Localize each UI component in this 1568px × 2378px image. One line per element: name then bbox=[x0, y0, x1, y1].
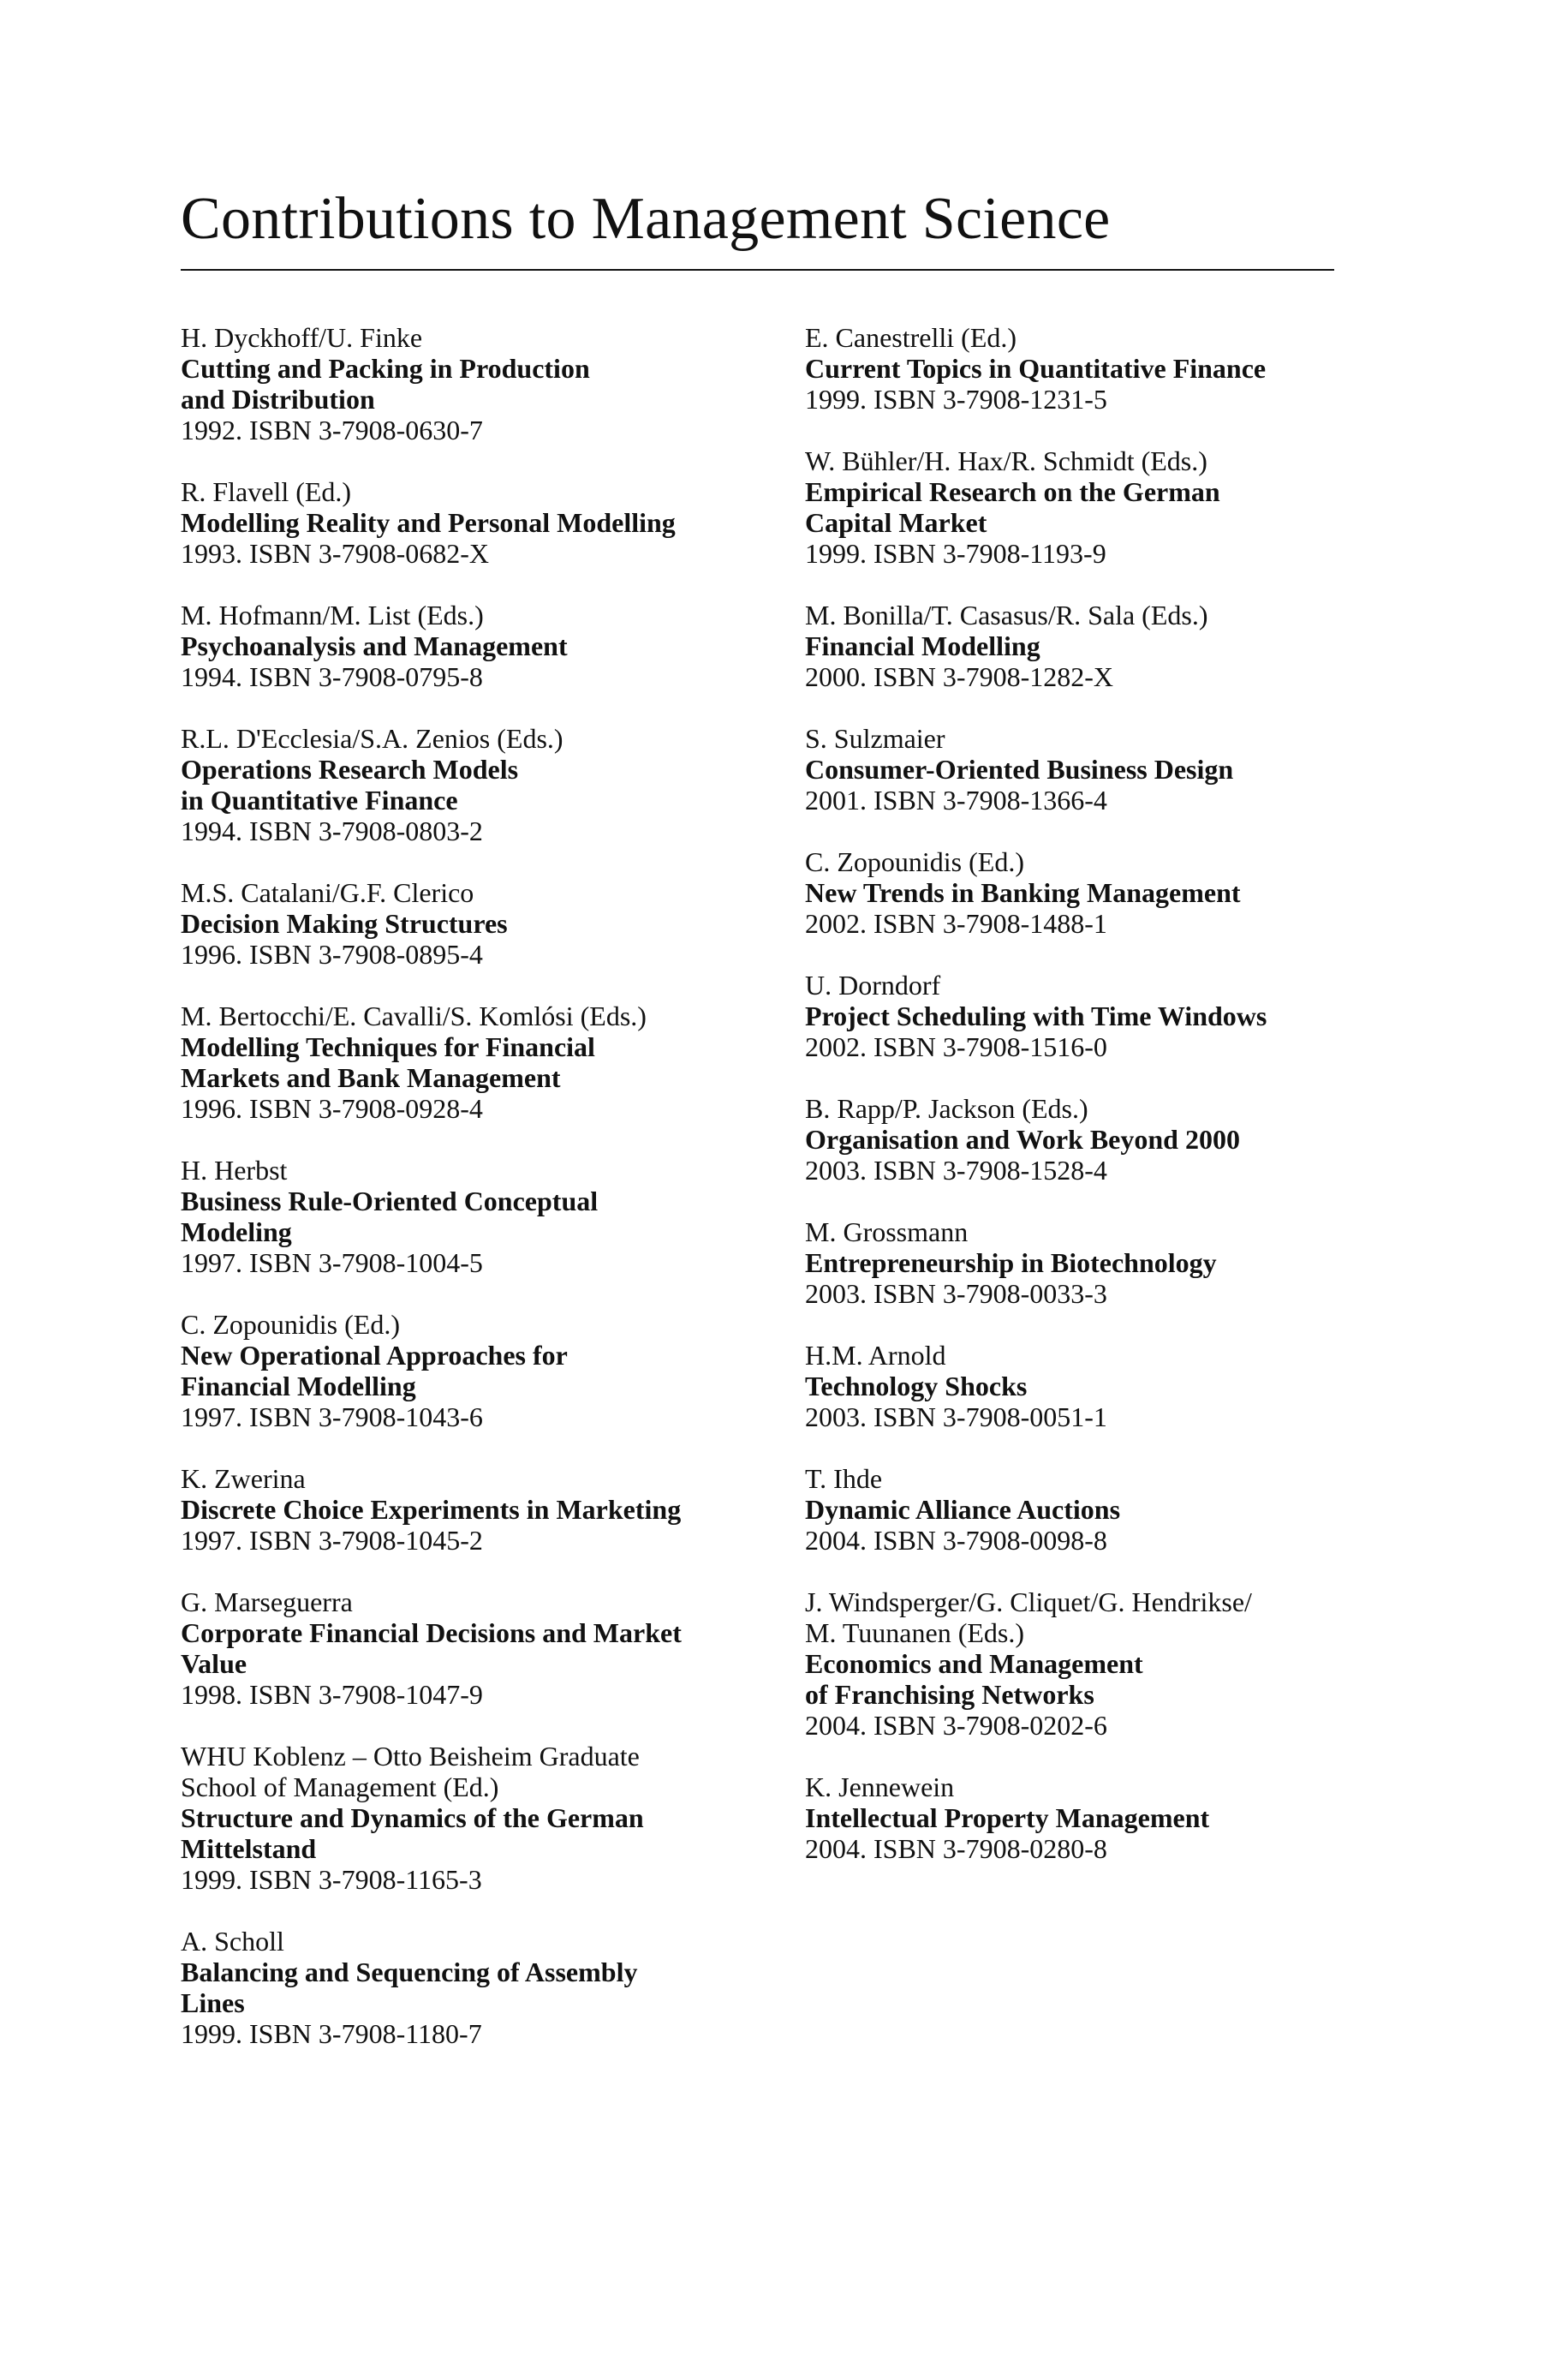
book-authors: K. Jennewein bbox=[805, 1772, 955, 1802]
book-isbn: 2004. ISBN 3-7908-0098-8 bbox=[805, 1525, 1107, 1556]
book-isbn: 2004. ISBN 3-7908-0202-6 bbox=[805, 1710, 1107, 1741]
book-title: Economics and Management bbox=[805, 1648, 1143, 1679]
book-title: Psychoanalysis and Management bbox=[181, 630, 568, 661]
book-title: Current Topics in Quantitative Finance bbox=[805, 353, 1267, 384]
book-title: Discrete Choice Experiments in Marketing bbox=[181, 1494, 682, 1525]
book-isbn: 1999. ISBN 3-7908-1165-3 bbox=[181, 1864, 482, 1895]
book-isbn: 1993. ISBN 3-7908-0682-X bbox=[181, 538, 489, 569]
book-title: Project Scheduling with Time Windows bbox=[805, 1001, 1267, 1031]
book-title: Lines bbox=[181, 1987, 245, 2018]
book-authors: M. Grossmann bbox=[805, 1216, 969, 1247]
book-entry bbox=[181, 1001, 797, 1124]
book-authors: M. Bertocchi/E. Cavalli/S. Komlósi (Eds.) bbox=[181, 1001, 647, 1031]
book-title: Markets and Bank Management bbox=[181, 1062, 561, 1093]
book-entry bbox=[181, 1926, 797, 2049]
book-authors: W. Bühler/H. Hax/R. Schmidt (Eds.) bbox=[805, 445, 1207, 476]
book-authors: T. Ihde bbox=[805, 1463, 883, 1494]
book-entry bbox=[805, 1340, 1422, 1432]
book-title: Modeling bbox=[181, 1216, 292, 1247]
book-authors: S. Sulzmaier bbox=[805, 723, 945, 754]
book-title: Value bbox=[181, 1648, 247, 1679]
book-isbn: 1994. ISBN 3-7908-0803-2 bbox=[181, 816, 483, 846]
book-isbn: 2002. ISBN 3-7908-1488-1 bbox=[805, 908, 1107, 939]
book-isbn: 1994. ISBN 3-7908-0795-8 bbox=[181, 661, 483, 692]
book-title: Financial Modelling bbox=[181, 1371, 416, 1401]
book-isbn: 1999. ISBN 3-7908-1180-7 bbox=[181, 2018, 482, 2049]
book-authors: C. Zopounidis (Ed.) bbox=[805, 846, 1024, 877]
book-authors: School of Management (Ed.) bbox=[181, 1772, 499, 1802]
book-isbn: 1996. ISBN 3-7908-0928-4 bbox=[181, 1093, 483, 1124]
book-entry bbox=[805, 600, 1422, 692]
book-entry bbox=[805, 322, 1422, 415]
book-title: Business Rule-Oriented Conceptual bbox=[181, 1186, 599, 1216]
book-isbn: 1998. ISBN 3-7908-1047-9 bbox=[181, 1679, 483, 1710]
book-isbn: 1997. ISBN 3-7908-1045-2 bbox=[181, 1525, 483, 1556]
book-entry bbox=[181, 723, 797, 846]
book-entry bbox=[805, 1093, 1422, 1186]
book-entry bbox=[181, 1155, 797, 1278]
book-isbn: 1999. ISBN 3-7908-1193-9 bbox=[805, 538, 1106, 569]
book-authors: C. Zopounidis (Ed.) bbox=[181, 1309, 400, 1340]
book-title: Capital Market bbox=[805, 507, 987, 538]
book-title: Organisation and Work Beyond 2000 bbox=[805, 1124, 1240, 1155]
book-authors: M. Bonilla/T. Casasus/R. Sala (Eds.) bbox=[805, 600, 1208, 630]
book-authors: E. Canestrelli (Ed.) bbox=[805, 322, 1017, 353]
book-authors: H. Herbst bbox=[181, 1155, 288, 1186]
book-authors: M.S. Catalani/G.F. Clerico bbox=[181, 877, 474, 908]
book-title: Consumer-Oriented Business Design bbox=[805, 754, 1234, 785]
book-isbn: 2000. ISBN 3-7908-1282-X bbox=[805, 661, 1113, 692]
book-entry bbox=[181, 1586, 797, 1710]
book-isbn: 1997. ISBN 3-7908-1043-6 bbox=[181, 1401, 483, 1432]
book-authors: M. Hofmann/M. List (Eds.) bbox=[181, 600, 484, 630]
book-isbn: 1999. ISBN 3-7908-1231-5 bbox=[805, 384, 1107, 415]
left-column bbox=[181, 322, 797, 2080]
book-entry bbox=[805, 1586, 1422, 1741]
book-isbn: 2001. ISBN 3-7908-1366-4 bbox=[805, 785, 1107, 816]
book-title: Structure and Dynamics of the German bbox=[181, 1802, 644, 1833]
book-authors: B. Rapp/P. Jackson (Eds.) bbox=[805, 1093, 1088, 1124]
book-entry bbox=[181, 1463, 797, 1556]
book-title: Decision Making Structures bbox=[181, 908, 508, 939]
book-title: of Franchising Networks bbox=[805, 1679, 1094, 1710]
book-authors: H. Dyckhoff/U. Finke bbox=[181, 322, 423, 353]
book-title: in Quantitative Finance bbox=[181, 785, 458, 816]
book-title: Modelling Reality and Personal Modelling bbox=[181, 507, 676, 538]
book-title: Cutting and Packing in Production bbox=[181, 353, 590, 384]
book-title: Mittelstand bbox=[181, 1833, 317, 1864]
book-title: Intellectual Property Management bbox=[805, 1802, 1210, 1833]
book-entry bbox=[805, 1463, 1422, 1556]
book-title: Financial Modelling bbox=[805, 630, 1040, 661]
right-column bbox=[805, 322, 1422, 1895]
book-title: New Trends in Banking Management bbox=[805, 877, 1241, 908]
book-entry bbox=[181, 1309, 797, 1432]
book-authors: R. Flavell (Ed.) bbox=[181, 476, 352, 507]
book-authors: J. Windsperger/G. Cliquet/G. Hendrikse/ bbox=[805, 1586, 1252, 1617]
page-title: Contributions to Management Science bbox=[181, 186, 1111, 252]
book-isbn: 2003. ISBN 3-7908-1528-4 bbox=[805, 1155, 1107, 1186]
book-authors: K. Zwerina bbox=[181, 1463, 306, 1494]
book-entry bbox=[181, 476, 797, 569]
book-isbn: 2002. ISBN 3-7908-1516-0 bbox=[805, 1031, 1107, 1062]
book-isbn: 2003. ISBN 3-7908-0033-3 bbox=[805, 1278, 1107, 1309]
book-title: New Operational Approaches for bbox=[181, 1340, 568, 1371]
book-authors: G. Marseguerra bbox=[181, 1586, 353, 1617]
book-authors: M. Tuunanen (Eds.) bbox=[805, 1617, 1025, 1648]
book-title: Balancing and Sequencing of Assembly bbox=[181, 1957, 638, 1987]
book-isbn: 1992. ISBN 3-7908-0630-7 bbox=[181, 415, 483, 445]
book-entry bbox=[181, 1741, 797, 1895]
book-title: Technology Shocks bbox=[805, 1371, 1028, 1401]
book-entry bbox=[181, 877, 797, 970]
book-entry bbox=[805, 846, 1422, 939]
book-title: Empirical Research on the German bbox=[805, 476, 1220, 507]
book-authors: R.L. D'Ecclesia/S.A. Zenios (Eds.) bbox=[181, 723, 563, 754]
book-authors: H.M. Arnold bbox=[805, 1340, 946, 1371]
book-title: Operations Research Models bbox=[181, 754, 519, 785]
book-entry bbox=[181, 322, 797, 445]
book-entry bbox=[805, 723, 1422, 816]
book-isbn: 2004. ISBN 3-7908-0280-8 bbox=[805, 1833, 1107, 1864]
book-title: Dynamic Alliance Auctions bbox=[805, 1494, 1121, 1525]
book-title: Modelling Techniques for Financial bbox=[181, 1031, 595, 1062]
book-entry bbox=[181, 600, 797, 692]
book-entry bbox=[805, 445, 1422, 569]
book-title: and Distribution bbox=[181, 384, 375, 415]
book-title: Corporate Financial Decisions and Market bbox=[181, 1617, 682, 1648]
book-authors: A. Scholl bbox=[181, 1926, 284, 1957]
book-entry bbox=[805, 1772, 1422, 1864]
book-entry bbox=[805, 1216, 1422, 1309]
book-isbn: 1997. ISBN 3-7908-1004-5 bbox=[181, 1247, 483, 1278]
book-isbn: 1996. ISBN 3-7908-0895-4 bbox=[181, 939, 483, 970]
book-title: Entrepreneurship in Biotechnology bbox=[805, 1247, 1217, 1278]
title-rule bbox=[181, 269, 1334, 271]
book-entry bbox=[805, 970, 1422, 1062]
book-authors: U. Dorndorf bbox=[805, 970, 941, 1001]
book-authors: WHU Koblenz – Otto Beisheim Graduate bbox=[181, 1741, 640, 1772]
book-isbn: 2003. ISBN 3-7908-0051-1 bbox=[805, 1401, 1107, 1432]
